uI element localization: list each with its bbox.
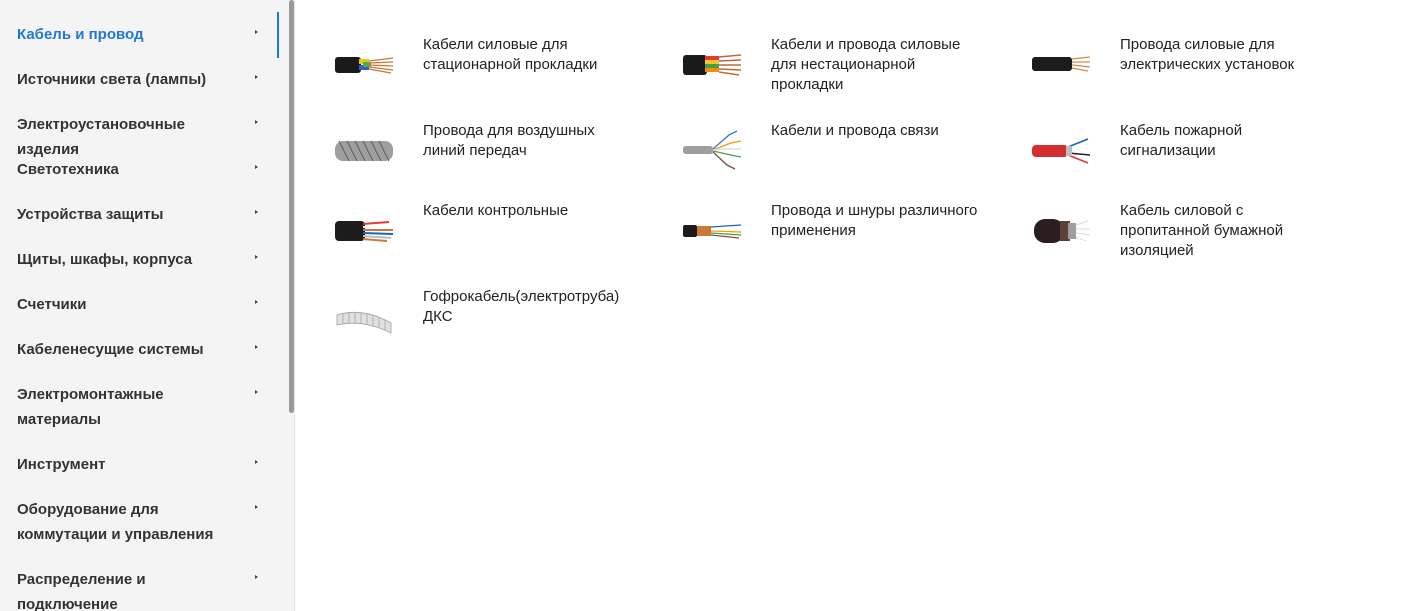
sidebar-item-label: Электроустановочные изделия (17, 116, 185, 158)
sidebar-item-switching-equipment[interactable] (17, 497, 262, 547)
catalog-item-multipurpose-wire[interactable] (681, 201, 1001, 271)
power-wire-icon (1030, 41, 1094, 85)
chevron-right-icon (255, 75, 258, 79)
power-cable-icon (333, 41, 397, 85)
sidebar-item-tools[interactable] (17, 452, 262, 477)
sidebar-item-meters[interactable] (17, 292, 262, 317)
active-item-indicator (277, 12, 279, 58)
sidebar-item-label: Источники света (лампы) (17, 71, 207, 88)
sidebar-scrollbar[interactable] (289, 0, 294, 413)
chevron-right-icon (255, 460, 258, 464)
catalog-item-title: Кабели и провода силовые для нестационарной прокладки (771, 36, 961, 93)
sidebar-item-lighting[interactable] (17, 157, 262, 182)
chevron-right-icon (255, 30, 258, 34)
chevron-right-icon (255, 210, 258, 214)
corrugated-tube-icon (333, 293, 397, 337)
sidebar-item-cable-and-wire[interactable] (17, 22, 262, 47)
sidebar-item-label: Светотехника (17, 161, 119, 178)
sidebar-item-label: Устройства защиты (17, 206, 164, 223)
paper-insulated-cable-icon (1030, 207, 1094, 251)
chevron-right-icon (255, 165, 258, 169)
sidebar-item-wiring-devices[interactable] (17, 112, 262, 162)
overhead-wire-icon (333, 127, 397, 171)
sidebar-item-label: Оборудование для коммутации и управления (17, 501, 214, 543)
catalog-item-title: Кабели силовые для стационарной прокладки (423, 36, 598, 73)
sidebar-item-installation-materials[interactable] (17, 382, 262, 432)
chevron-right-icon (255, 120, 258, 124)
sidebar-item-label: Электромонтажные материалы (17, 386, 164, 428)
chevron-right-icon (255, 255, 258, 259)
catalog-item-communication-cable[interactable] (681, 121, 1001, 191)
sidebar-item-panels-cabinets[interactable] (17, 247, 262, 272)
catalog-item-title: Кабели и провода связи (771, 122, 939, 139)
catalog-item-overhead-wire[interactable] (333, 121, 653, 191)
fire-alarm-cable-icon (1030, 127, 1094, 171)
sidebar-item-label: Кабеленесущие системы (17, 341, 204, 358)
sidebar-item-cable-support[interactable] (17, 337, 262, 362)
control-cable-icon (333, 207, 397, 251)
catalog-item-title: Провода и шнуры различного применения (771, 202, 978, 239)
catalog-item-power-cable-stationary[interactable] (333, 35, 653, 105)
catalog-item-title: Кабель силовой с пропитанной бумажной изоляцией (1120, 202, 1284, 259)
chevron-right-icon (255, 345, 258, 349)
sidebar-item-label: Щиты, шкафы, корпуса (17, 251, 193, 268)
sidebar-menu (0, 0, 295, 611)
catalog-item-title: Гофрокабель(электротруба) ДКС (423, 288, 620, 325)
chevron-right-icon (255, 300, 258, 304)
catalog-item-control-cable[interactable] (333, 201, 653, 271)
catalog-item-power-wire-installations[interactable] (1030, 35, 1350, 105)
sidebar-item-label: Инструмент (17, 456, 106, 473)
multipurpose-wire-icon (681, 207, 745, 251)
flexible-power-cable-icon (681, 41, 745, 85)
sidebar-item-protection-devices[interactable] (17, 202, 262, 227)
communication-cable-icon (681, 127, 745, 171)
catalog-item-title: Кабели контрольные (423, 202, 569, 219)
chevron-right-icon (255, 575, 258, 579)
chevron-right-icon (255, 390, 258, 394)
catalog-item-corrugated-tube[interactable] (333, 287, 653, 357)
catalog-item-title: Провода силовые для электрических установок (1120, 36, 1295, 73)
sidebar-item-label: Счетчики (17, 296, 87, 313)
catalog-item-paper-insulated-cable[interactable] (1030, 201, 1350, 271)
catalog-item-power-cable-flexible[interactable] (681, 35, 1001, 105)
catalog-item-fire-alarm-cable[interactable] (1030, 121, 1350, 191)
sidebar-item-label: Распределение и подключение (17, 571, 146, 611)
sidebar-item-distribution[interactable] (17, 567, 262, 611)
catalog-item-title: Провода для воздушных линий передач (423, 122, 595, 159)
chevron-right-icon (255, 505, 258, 509)
sidebar-item-light-sources[interactable] (17, 67, 262, 92)
sidebar-item-label: Кабель и провод (17, 26, 144, 43)
catalog-item-title: Кабель пожарной сигнализации (1120, 122, 1243, 159)
